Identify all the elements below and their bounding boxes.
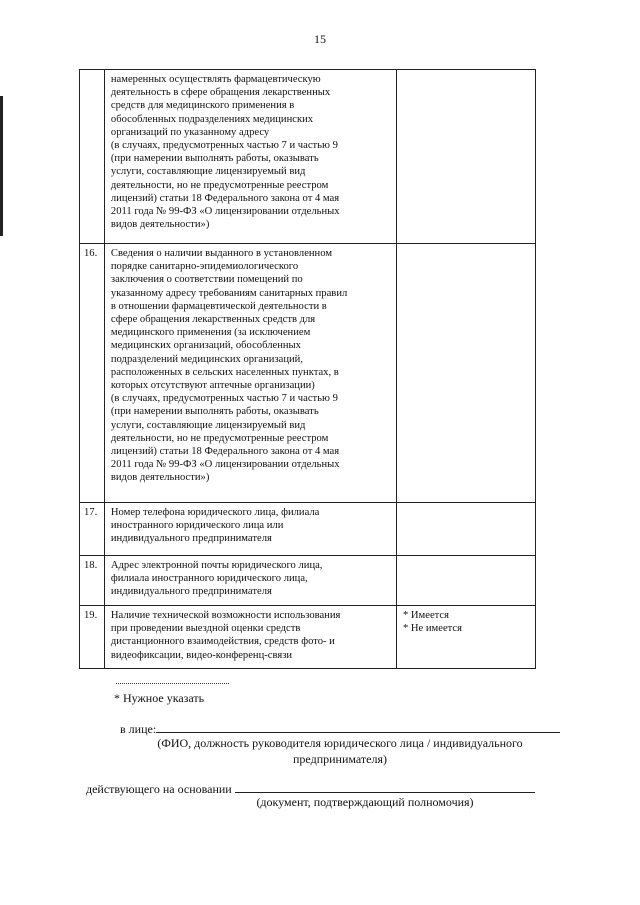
table-row xyxy=(80,556,536,606)
basis-label: действующего на основании xyxy=(86,782,232,796)
footnote: * Нужное указать xyxy=(114,691,205,705)
row-description-text: Адрес электронной почты юридического лица, филиала иностранного юридического лица, индивидуального предпринимателя xyxy=(110,560,323,598)
scan-edge-mark xyxy=(0,96,3,236)
row-description-text: Наличие технической возможности использования при проведении выездной оценки средств дистанционного взаимодействия, средств фото- и видеофиксации, видео-конференц-связи xyxy=(110,610,341,661)
in-person-caption-line-1: (ФИО, должность руководителя юридического лица / индивидуального xyxy=(157,736,523,750)
row-description xyxy=(104,556,396,606)
row-value-cell[interactable] xyxy=(396,70,535,244)
in-person-label: в лице: xyxy=(120,722,157,736)
row-description-text: намеренных осуществлять фармацевтическую деятельность в сфере обращения лекарственных средств для медицинского применения в обособленных подразделениях медицинских организаций по указанному адресу (в случаях, предусмотренных частью 7 и частью 9 (при намерении выполнять работы, оказывать услуги, составляющие лицензируемый вид деятельности, но не предусмотренные реестром лицензий) статьи 18 Федерального закона от 4 мая 2011 года № 99-ФЗ «О лицензировании отдельных видов деятельности») xyxy=(110,74,340,231)
row-number: 16. xyxy=(80,244,105,503)
row-value-cell[interactable] xyxy=(396,503,535,556)
table-row xyxy=(80,244,536,503)
in-person-caption xyxy=(120,735,560,767)
table-row xyxy=(80,503,536,556)
row-number: 19. xyxy=(80,606,105,669)
row-number: 18. xyxy=(80,556,105,606)
row-description xyxy=(104,503,396,556)
row-number xyxy=(80,70,105,244)
basis-caption: (документ, подтверждающий полномочия) xyxy=(256,795,474,809)
application-table xyxy=(79,69,536,669)
row-value-cell[interactable] xyxy=(396,244,535,503)
basis-field[interactable] xyxy=(235,780,535,793)
table-row xyxy=(80,606,536,669)
row-value-options: * Имеется * Не имеется xyxy=(402,610,462,635)
row-description-text: Сведения о наличии выданного в установленном порядке санитарно-эпидемиологического заключения о соответствии помещений по указанному адресу требованиям санитарных правил в отношении фармацевтической деятельности в сфере обращения лекарственных средств для медицинского применения (за исключением медицинских организаций, обособленных подразделений медицинских организаций, расположенных в сельских населенных пунктах, в которых отсутствуют аптечные организации) (в случаях, предусмотренных частью 7 и частью 9 (при намерении выполнять работы, оказывать услуги, составляющие лицензируемый вид деятельности, но не предусмотренные реестром лицензий) статьи 18 Федерального закона от 4 мая 2011 года № 99-ФЗ «О лицензировании отдельных видов деятельности») xyxy=(110,248,348,484)
row-value-cell[interactable] xyxy=(396,556,535,606)
row-description xyxy=(104,244,396,503)
in-person-caption-line-2: предпринимателя) xyxy=(293,752,387,766)
footnote-separator xyxy=(116,683,229,684)
row-number: 17. xyxy=(80,503,105,556)
row-description-text: Номер телефона юридического лица, филиала иностранного юридического лица или индивидуального предпринимателя xyxy=(110,507,320,545)
in-person-field[interactable] xyxy=(156,720,560,733)
page-number: 15 xyxy=(314,32,326,46)
row-value-cell[interactable] xyxy=(396,606,535,669)
row-description xyxy=(104,70,396,244)
row-description xyxy=(104,606,396,669)
table-row xyxy=(80,70,536,244)
